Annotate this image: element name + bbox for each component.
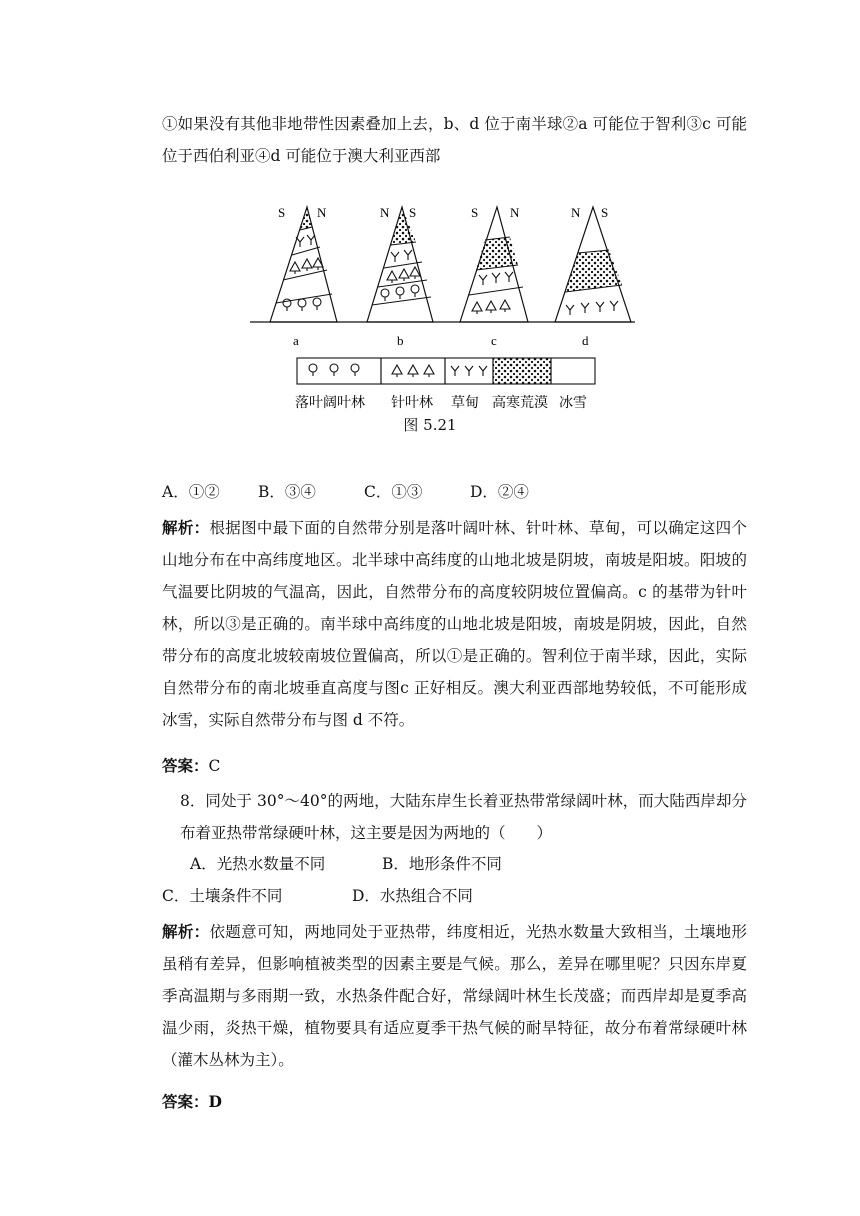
mountain-c-left-label: S bbox=[471, 205, 479, 220]
legend-deciduous: 落叶阔叶林 bbox=[295, 395, 365, 411]
mountain-a-right-label: N bbox=[317, 205, 327, 220]
q8-question: 8．同处于 30°～40°的两地，大陆东岸生长着亚热带常绿阔叶林，而大陆西岸却分布着亚热带常绿硬叶林，这主要是因为两地的（ ） bbox=[180, 792, 747, 842]
q7-answer-label: 答案： bbox=[162, 756, 209, 775]
q8-answer-value: D bbox=[208, 1092, 222, 1111]
mountain-d-left-label: N bbox=[571, 205, 581, 220]
mountain-c-label: c bbox=[491, 333, 497, 348]
mountain-vegetation-figure bbox=[245, 195, 645, 440]
legend bbox=[295, 358, 595, 411]
q8-analysis bbox=[162, 916, 747, 1076]
q7-analysis-label: 解析： bbox=[162, 518, 210, 537]
q8-option-b: B．地形条件不同 bbox=[382, 855, 502, 873]
q7-option-d: D．②④ bbox=[470, 483, 529, 501]
figure-caption: 图 5.21 bbox=[403, 416, 457, 434]
q8-answer bbox=[162, 1086, 747, 1118]
legend-alpine-desert: 高寒荒漠 bbox=[492, 395, 548, 411]
q7-option-b: B．③④ bbox=[258, 483, 316, 501]
mountain-c-right-label: N bbox=[510, 205, 520, 220]
q7-analysis-text: 根据图中最下面的自然带分别是落叶阔叶林、针叶林、草甸，可以确定这四个山地分布在中高纬度地区。北半球中高纬度的山地北坡是阴坡，南坡是阳坡。阳坡的气温要比阴坡的气温高，因此，自然带分布的高度较阴坡位置偏高。c 的基带为针叶林，所以③是正确的。南半球中高纬度的山地北坡是阳坡，南坡是阴坡，因此，自然带分布的高度北坡较南坡位置偏高，所以①是正确的。智利位于南半球，因此，实际自然带分布的南北坡垂直高度与图c 正好相反。澳大利亚西部地势较低，不可能形成冰雪，实际自然带分布与图 d 不符。 bbox=[162, 519, 747, 729]
q7-option-c: C．①③ bbox=[364, 483, 423, 501]
legend-meadow: 草甸 bbox=[451, 395, 479, 411]
legend-conifer: 针叶林 bbox=[391, 395, 433, 411]
q8-option-c: C．土壤条件不同 bbox=[162, 887, 283, 905]
legend-ice-snow: 冰雪 bbox=[559, 395, 587, 411]
mountain-a-left-label: S bbox=[278, 205, 286, 220]
mountain-b-left-label: N bbox=[380, 205, 390, 220]
q7-answer-value: C bbox=[208, 757, 221, 775]
mountain-c bbox=[460, 205, 528, 348]
mountain-a bbox=[270, 205, 337, 348]
q8-option-a: A．光热水数量不同 bbox=[190, 855, 326, 873]
mountain-d-label: d bbox=[582, 333, 589, 348]
mountain-b-right-label: S bbox=[409, 205, 417, 220]
q8-analysis-text: 依题意可知，两地同处于亚热带，纬度相近，光热水数量大致相当，土壤地形虽稍有差异，但影响植被类型的因素主要是气候。那么，差异在哪里呢？只因东岸夏季高温期与多雨期一致，水热条件配合好，常绿阔叶林生长茂盛；而西岸却是夏季高温少雨，炎热干燥，植物要具有适应夏季干热气候的耐旱特征，故分布着常绿硬叶林（灌木丛林为主）。 bbox=[162, 923, 747, 1069]
statements-content: ①如果没有其他非地带性因素叠加上去，b、d 位于南半球②a 可能位于智利③c 可能位于西伯利亚④d 可能位于澳大利亚西部 bbox=[162, 115, 747, 165]
q7-answer bbox=[162, 750, 747, 782]
q8-answer-label: 答案： bbox=[162, 1092, 209, 1111]
q7-analysis bbox=[162, 512, 747, 736]
mountain-d bbox=[555, 205, 631, 348]
mountain-a-label: a bbox=[293, 333, 299, 348]
q8-option-d: D．水热组合不同 bbox=[352, 887, 473, 905]
q7-option-a: A．①② bbox=[162, 483, 220, 501]
mountain-b bbox=[367, 205, 433, 348]
statements-text bbox=[162, 108, 747, 172]
mountain-b-label: b bbox=[397, 333, 404, 348]
mountain-d-right-label: S bbox=[601, 205, 609, 220]
q8-analysis-label: 解析： bbox=[162, 922, 210, 941]
